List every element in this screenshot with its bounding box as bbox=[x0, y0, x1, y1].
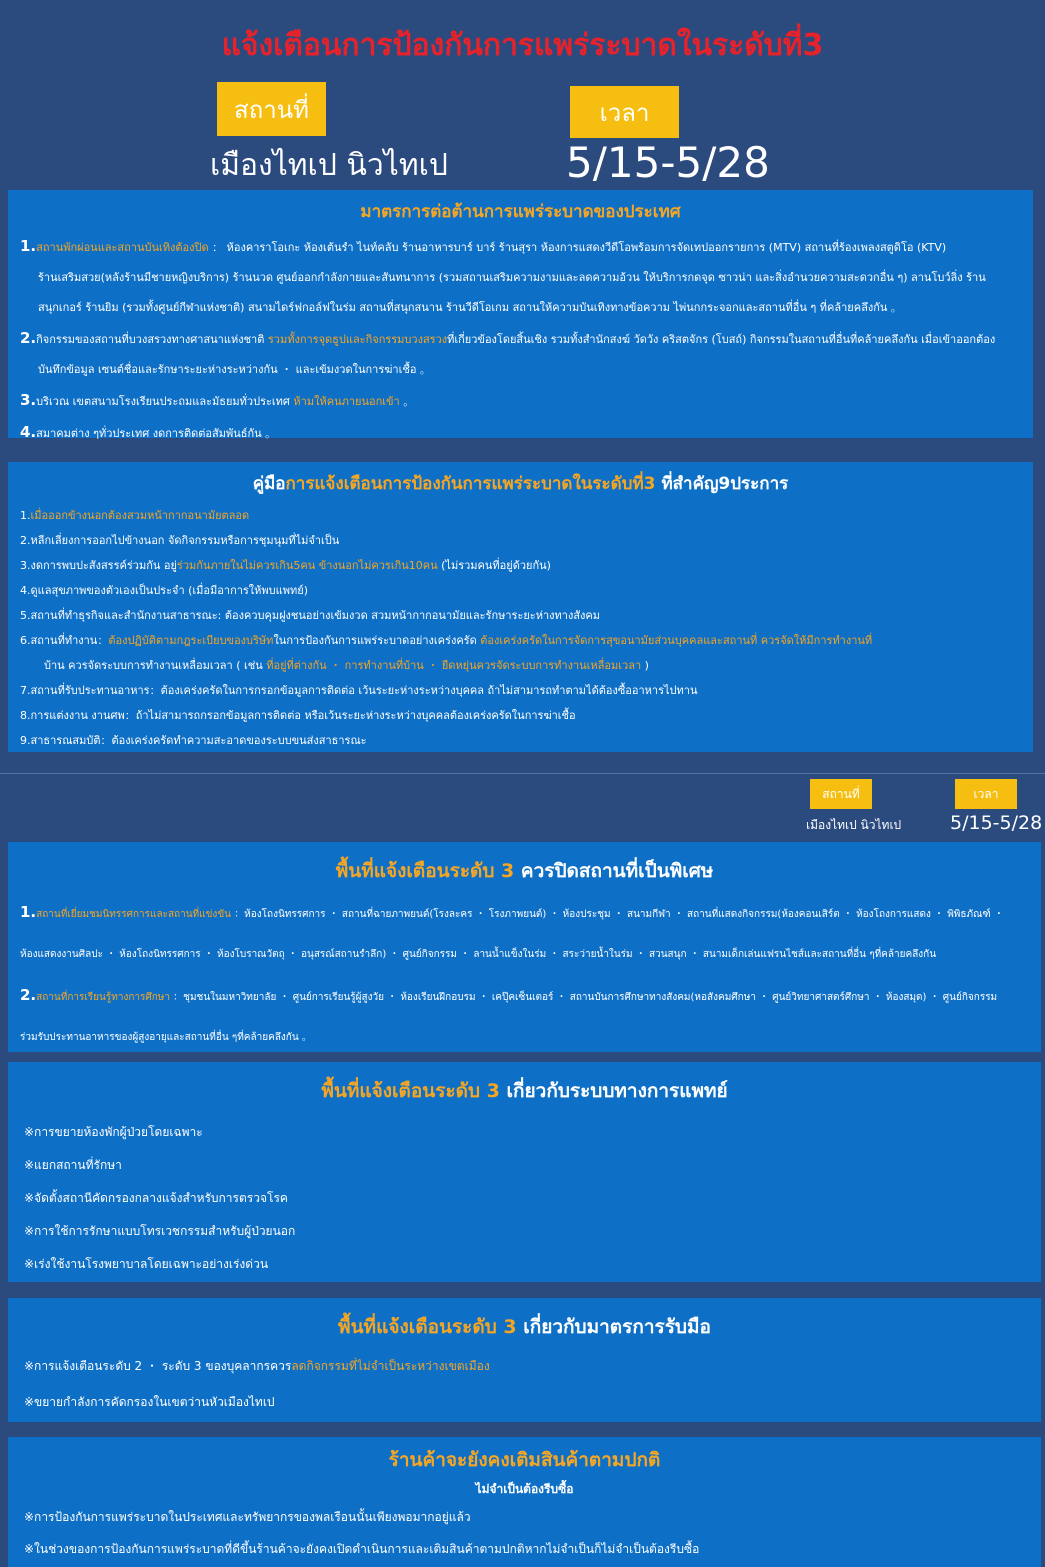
stores-item: ※ในช่วงของการป้องกันการแพร่ระบาดที่ดีขึ้นร้านค้าจะยังคงเปิดดำเนินการและเติมสินค้าตามปกติหากไม่จำเป็นก็ไม่จำเป็นต้องรีบซื้อ bbox=[24, 1542, 700, 1556]
location-text-small: เมืองไทเป นิวไทเป bbox=[806, 818, 902, 832]
manual-item: 4.ดูแลสุขภาพของตัวเองเป็นประจำ (เมื่อมีอาการให้พบแพทย์) bbox=[20, 584, 308, 597]
measure-item: 2.กิจกรรมของสถานที่บวงสรวงทางศาสนาแห่งชาติ รวมทั้งการจุดธูปและกิจกรรมบวงสรวงที่เกี่ยวข้องโดยสิ้นเชิง รวมทั้งสำนักสงฆ์ วัดวัง คริสตจักร (โบสถ์) กิจกรรมในสถานที่อื่นที่คล้ายคลึงกัน เมื่อเข้าออกต้อง bbox=[20, 329, 996, 347]
place-tag: สถานที่ bbox=[217, 82, 326, 136]
date-text: 5/15-5/28 bbox=[566, 138, 770, 187]
measure-item: ร้านเสริมสวย(หลังร้านมีชายหญิงบริการ) ร้านนวด ศูนย์ออกกำลังกายและสันทนาการ (รวมสถานเสริมความงามและลดความอ้วน ให้บริการกดจุด ซาวน่า และสิ่งอำนวยความสะดวกอื่น ๆ) ลานโบว์ลิ่ง ร้าน bbox=[38, 271, 986, 284]
manual-item: 1.เมื่อออกข้างนอกต้องสวมหน้ากากอนามัยตลอด bbox=[20, 509, 250, 522]
medical-item: ※การขยายห้องพักผู้ป่วยโดยเฉพาะ bbox=[24, 1125, 203, 1139]
closure-line: ห้องแสดงงานศิลปะ ・ ห้องโถงนิทรรศการ ・ ห้องโบราณวัตถุ ・ อนุสรณ์สถานรำลึก) ・ ศูนย์กิจกรรม ・ ลานน้ำแข็งในร่ม ・ สระว่ายน้ำในร่ม ・ สวนสนุก ・ สนามเด็กเล่นแฟรนไชส์และสถานที่อื่น ๆที่คล้ายคลึงกัน bbox=[20, 949, 937, 960]
medical-item: ※เร่งใช้งานโรงพยาบาลโดยเฉพาะอย่างเร่งด่วน bbox=[24, 1257, 269, 1271]
measure-item: บันทึกข้อมูล เซนต์ชื่อและรักษาระยะห่างระหว่างกัน ・ และเข้มงวดในการฆ่าเชื้อ 。 bbox=[38, 363, 431, 376]
medical-item: ※การใช้การรักษาแบบโทรเวชกรรมสำหรับผู้ป่วยนอก bbox=[24, 1224, 296, 1238]
closure-line: 1.สถานที่เยี่ยมชมนิทรรศการและสถานที่แข่งขัน ：ห้องโถงนิทรรศการ ・ สถานที่ฉายภาพยนต์(โรงละคร ・ โรงภาพยนต์) ・ ห้องประชุม ・ สนามกีฬา ・ สถานที่แสดงกิจกรรม(ห้องคอนเสิร์ต ・ ห้องโถงการแสดง ・ พิพิธภัณฑ์ ・ bbox=[20, 903, 1004, 921]
measure-item: 3.บริเวณ เขตสนามโรงเรียนประถมและมัธยมทั่วประเทศ ห้ามให้คนภายนอกเข้า 。 bbox=[20, 391, 415, 409]
closure-panel bbox=[8, 842, 1041, 1052]
manual-panel bbox=[8, 462, 1033, 752]
stores-item: ※การป้องกันการแพร่ระบาดในประเทศและทรัพยากรของพลเรือนนั้นเพียงพอมากอยู่แล้ว bbox=[24, 1510, 471, 1524]
closure-title: พื้นที่แจ้งเตือนระดับ 3 ควรปิดสถานที่เป็นพิเศษ bbox=[335, 860, 714, 882]
time-tag: เวลา bbox=[570, 86, 679, 138]
measures-panel bbox=[8, 190, 1033, 441]
time-tag-small: เวลา bbox=[955, 779, 1017, 809]
stores-title: ร้านค้าจะยังคงเติมสินค้าตามปกติ bbox=[388, 1449, 661, 1471]
stores-panel bbox=[8, 1437, 1041, 1567]
stores-subtitle: ไม่จำเป็นต้องรีบซื้อ bbox=[475, 1482, 574, 1496]
measure-item: 4.สมาคมต่าง ๆทั่วประเทศ งดการติดต่อสัมพันธ์กัน 。 bbox=[20, 423, 277, 441]
measure-item: สนุกเกอร์ ร้านยิม (รวมทั้งศูนย์กีฬาแห่งชาติ) สนามไดร์ฟกอล์ฟในร่ม สถานที่สนุกสนาน ร้านวีดีโอเกม สถานให้ความบันเทิงทางข้อความ ไพ่นกกระจอกและสถานที่อื่น ๆ ที่คล้ายคลึงกัน 。 bbox=[38, 301, 902, 314]
response-item: ※การแจ้งเตือนระดับ 2 ・ ระดับ 3 ของบุคลากรควรลดกิจกรรมที่ไม่จำเป็นระหว่างเขตเมือง bbox=[24, 1359, 490, 1373]
main-title: แจ้งเตือนการป้องกันการแพร่ระบาดในระดับที่3 bbox=[221, 28, 824, 63]
location-text: เมืองไทเป นิวไทเป bbox=[210, 148, 448, 183]
manual-item: 9.สาธารณสมบัติ：ต้องเคร่งครัดทำความสะอาดของระบบขนส่งสาธารณะ bbox=[20, 734, 367, 747]
medical-item: ※จัดตั้งสถานีคัดกรองกลางแจ้งสำหรับการตรวจโรค bbox=[24, 1191, 288, 1205]
medical-item: ※แยกสถานที่รักษา bbox=[24, 1158, 122, 1172]
manual-item: 5.สถานที่ทำธุรกิจและสำนักงานสาธารณะ: ต้องควบคุมฝูงชนอย่างเข้มงวด สวมหน้ากากอนามัยและรักษาระยะห่างทางสังคม bbox=[20, 609, 601, 622]
manual-item: 2.หลีกเลี่ยงการออกไปข้างนอก จัดกิจกรรมหรือการชุมนุมที่ไม่จำเป็น bbox=[20, 534, 340, 547]
manual-item: 3.งดการพบปะสังสรรค์ร่วมกัน อยู่ร่วมกันภายในไม่ควรเกิน5คน ข้างนอกไม่ควรเกิน10คน (ไม่รวมคนที่อยู่ด้วยกัน) bbox=[20, 559, 551, 572]
manual-item: 7.สถานที่รับประทานอาหาร：ต้องเคร่งครัดในการกรอกข้อมูลการติดต่อ เว้นระยะห่างระหว่างบุคคล ถ้าไม่สามารถทำตามได้ต้องซื้ออาหารไปทาน bbox=[20, 684, 698, 697]
measures-title: มาตรการต่อต้านการแพร่ระบาดของประเทศ bbox=[360, 202, 681, 222]
medical-title: พื้นที่แจ้งเตือนระดับ 3 เกี่ยวกับระบบทางการแพทย์ bbox=[321, 1080, 728, 1102]
closure-line: ร่วมรับประทานอาหารของผู้สูงอายุและสถานที่อื่น ๆที่คล้ายคลึงกัน 。 bbox=[20, 1032, 312, 1043]
manual-title: คู่มือการแจ้งเตือนการป้องกันการแพร่ระบาดในระดับที่3 ที่สำคัญ9ประการ bbox=[252, 474, 789, 494]
place-tag-small: สถานที่ bbox=[810, 779, 872, 809]
page-divider bbox=[0, 773, 1045, 774]
manual-item: 8.การแต่งงาน งานศพ：ถ้าไม่สามารถกรอกข้อมูลการติดต่อ หรือเว้นระยะห่างระหว่างบุคคลต้องเคร่งครัดในการฆ่าเชื้อ bbox=[20, 709, 576, 722]
measure-item: 1.สถานพักผ่อนและสถานบันเทิงต้องปิด ： ห้องคาราโอเกะ ห้องเต้นรำ ไนท์คลับ ร้านอาหารบาร์ บาร์ ร้านสุรา ห้องการแสดงวีดีโอพร้อมการจัดเทปออกรายการ (MTV) สถานที่ร้องเพลงสตูดิโอ (KTV) bbox=[20, 237, 947, 255]
response-item: ※ขยายกำลังการคัดกรองในเขตว่านหัวเมืองไทเป bbox=[24, 1395, 275, 1409]
manual-item: 6.สถานที่ทำงาน：ต้องปฏิบัติตามกฎระเบียบของบริษัทในการป้องกันการแพร่ระบาดอย่างเคร่งครัด ต้องเคร่งครัดในการจัดการสุขอนามัยส่วนบุคคลและสถานที่ ควรจัดให้มีการทำงานที่ bbox=[20, 634, 873, 647]
medical-panel bbox=[8, 1062, 1041, 1282]
date-text-small: 5/15-5/28 bbox=[950, 812, 1043, 834]
manual-item: บ้าน ควรจัดระบบการทำงานเหลื่อมเวลา ( เช่น ที่อยู่ที่ต่างกัน ・ การทำงานที่บ้าน ・ ยืดหยุ่นควรจัดระบบการทำงานเหลื่อมเวลา ) bbox=[44, 659, 649, 672]
response-title: พื้นที่แจ้งเตือนระดับ 3 เกี่ยวกับมาตรการรับมือ bbox=[338, 1316, 711, 1338]
closure-line: 2.สถานที่การเรียนรู้ทางการศึกษา ：ชุมชนในมหาวิทยาลัย ・ ศูนย์การเรียนรู้ผู้สูงวัย ・ ห้องเรียนฝึกอบรม ・ เคปุ๊คเซ็นเตอร์ ・ สถานบันการศึกษาทางสังคม(หอสังคมศึกษา ・ ศูนย์วิทยาศาสตร์ศึกษา ・ ห้องสมุด) ・ ศูนย์กิจกรรม bbox=[20, 986, 998, 1004]
response-panel bbox=[8, 1298, 1041, 1422]
